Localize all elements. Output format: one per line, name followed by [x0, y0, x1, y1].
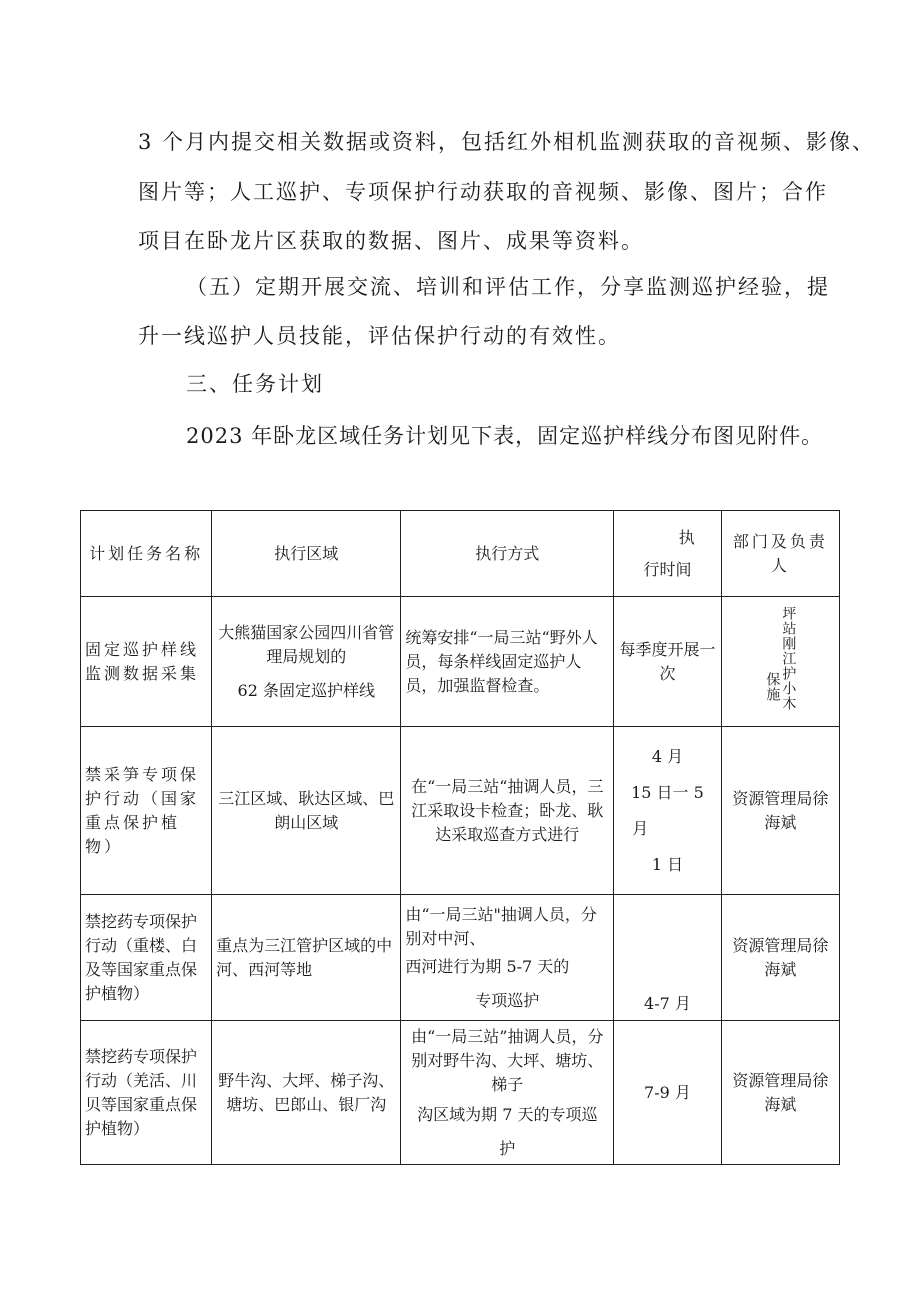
dept-vertical-2: 坪站刚江护小木 — [780, 605, 797, 711]
time-cell: 7-9 月 — [614, 1021, 722, 1165]
table-row — [81, 1021, 840, 1165]
paragraph-5: 升一线巡护人员技能，评估保护行动的有效性。 — [138, 324, 621, 348]
method-line-3: 护 — [499, 1138, 516, 1158]
task-name-cell: 禁挖药专项保护行动（羌活、川贝等国家重点保护植物） — [81, 1021, 212, 1165]
paragraph-2: 图片等；人工巡护、专项保护行动获取的音视频、影像、图片；合作 — [138, 180, 828, 204]
method-cell: 统筹安排“一局三站“野外人员，每条样线固定巡护人员，加强监督检查。 — [401, 597, 614, 727]
paragraph-6: 2023 年卧龙区域任务计划见下表，固定巡护样线分布图见附件。 — [186, 424, 824, 448]
section-heading: 三、任务计划 — [186, 372, 324, 396]
time-line-1: 4 月 — [651, 746, 684, 766]
time-line-2: 15 日一 5 — [631, 782, 704, 802]
table-header-row — [81, 511, 840, 597]
method-line-1: 由“一局三站”抽调人员，分别对野牛沟、大坪、塘坊、梯子 — [411, 1026, 604, 1094]
paragraph-1: 3 个月内提交相关数据或资料，包括红外相机监测获取的音视频、影像、 — [138, 130, 876, 154]
dept-vertical-1: 保施 — [764, 672, 781, 702]
header-time-line1: 执 — [678, 527, 695, 547]
task-name-cell: 固定巡护样线监测数据采集 — [81, 597, 212, 727]
method-line-2: 西河进行为期 5-7 天的 — [405, 956, 570, 976]
paragraph-3: 项目在卧龙片区获取的数据、图片、成果等资料。 — [138, 229, 644, 253]
header-time — [614, 511, 722, 597]
area-cell — [212, 597, 401, 727]
table-row — [81, 895, 840, 1021]
time-line-4: 1 日 — [651, 854, 684, 874]
method-cell — [401, 1021, 614, 1165]
table-row — [81, 597, 840, 727]
header-task-name: 计划任务名称 — [81, 511, 212, 597]
dept-cell — [721, 597, 839, 727]
area-line-1: 大熊猫国家公园四川省管理局规划的 — [218, 622, 395, 666]
dept-cell: 资源管理局徐海斌 — [721, 895, 839, 1021]
dept-cell: 资源管理局徐海斌 — [721, 1021, 839, 1165]
time-cell — [614, 727, 722, 895]
dept-cell: 资源管理局徐海斌 — [721, 727, 839, 895]
time-cell: 4-7 月 — [614, 895, 722, 1021]
header-time-line2: 行时间 — [643, 559, 692, 579]
method-cell: 在“一局三站“抽调人员，三江采取设卡检查；卧龙、耿达采取巡查方式进行 — [401, 727, 614, 895]
time-line-3: 月 — [632, 818, 649, 838]
area-cell: 重点为三江管护区域的中河、西河等地 — [212, 895, 401, 1021]
method-line-3: 专项巡护 — [475, 990, 540, 1010]
task-name-cell: 禁挖药专项保护行动（重楼、白及等国家重点保护植物） — [81, 895, 212, 1021]
task-plan-table — [80, 510, 840, 1165]
area-cell: 野牛沟、大坪、梯子沟、塘坊、巴郎山、银厂沟 — [212, 1021, 401, 1165]
header-dept: 部门及负责人 — [721, 511, 839, 597]
method-cell — [401, 895, 614, 1021]
header-area: 执行区域 — [212, 511, 401, 597]
area-line-2: 62 条固定巡护样线 — [237, 680, 375, 700]
header-method: 执行方式 — [401, 511, 614, 597]
method-line-1: 由“一局三站"抽调人员，分别对中河、 — [405, 904, 597, 948]
method-line-2: 沟区域为期 7 天的专项巡 — [417, 1104, 598, 1124]
time-cell: 每季度开展一次 — [614, 597, 722, 727]
table-row — [81, 727, 840, 895]
area-cell: 三江区域、耿达区域、巴朗山区域 — [212, 727, 401, 895]
task-name-cell: 禁采笋专项保护行动（国家重点保护植物） — [81, 727, 212, 895]
paragraph-4: （五）定期开展交流、培训和评估工作，分享监测巡护经验，提 — [186, 275, 830, 299]
